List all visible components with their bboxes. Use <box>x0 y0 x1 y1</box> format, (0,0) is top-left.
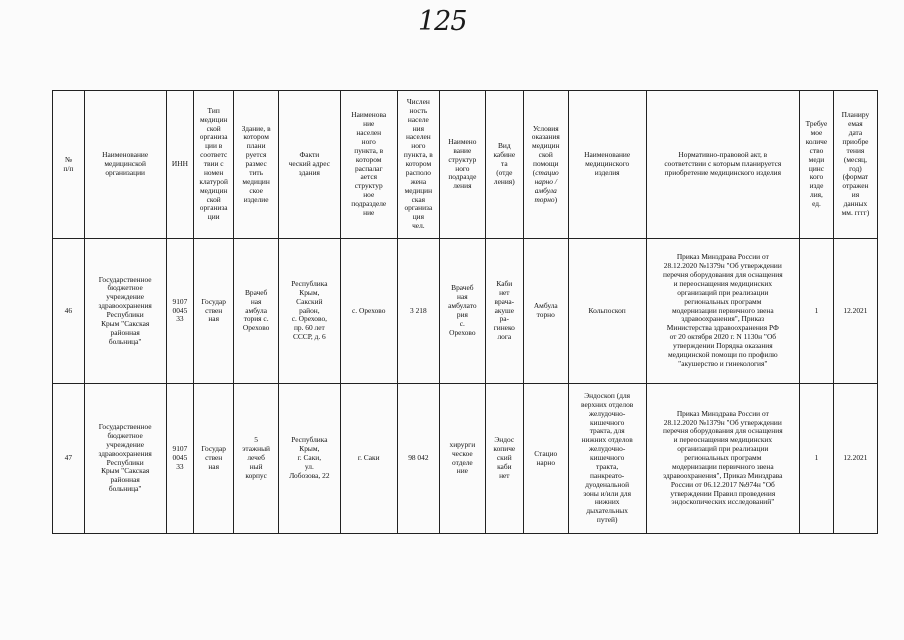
cell-conditions: Амбула торно <box>523 239 568 384</box>
header-organization: Наименование медицинской организации <box>84 91 166 239</box>
cell-organization: Государственное бюджетное учреждение здравоохранения Республики Крым "Сакская районная больница" <box>84 239 166 384</box>
header-inn: ИНН <box>166 91 194 239</box>
cell-unit: хирурги ческое отделе ние <box>439 384 485 534</box>
cell-population: 98 042 <box>397 384 439 534</box>
cell-settlement: г. Саки <box>340 384 397 534</box>
header-conditions <box>523 91 568 239</box>
cell-quantity: 1 <box>800 239 834 384</box>
cell-address: Республика Крым, Сакский район, с. Орехово, пр. 60 лет СССР, д. 6 <box>279 239 340 384</box>
cell-cabinet: Эндос копиче ский каби нет <box>485 384 523 534</box>
header-conditions-lead: Условия оказания медицин ской помощи ( <box>531 123 560 177</box>
cell-organization: Государственное бюджетное учреждение здравоохранения Республики Крым "Сакская районная больница" <box>84 384 166 534</box>
header-conditions-options: стацио нарно / амбула торно <box>534 167 559 204</box>
table-row <box>53 384 878 534</box>
cell-act: Приказ Минздрава России от 28.12.2020 №1379н "Об утверждении перечня оборудования для оснащения и переоснащения медицинских организаций при реализации региональных программ модернизации первичного звена здравоохранения", Приказ Минздрава России от 06.12.2017 №974н "Об утверждении Правил проведения эндоскопических исследований" <box>646 384 800 534</box>
cell-device: Эндоскоп (для верхних отделов желудочно- кишечного тракта, для нижних отделов желудочно- кишечного тракта, панкреато- дуоденальной зоны и/или для нижних дыхательных путей) <box>568 384 646 534</box>
header-address: Факти ческий адрес здания <box>279 91 340 239</box>
cell-cabinet: Каби нет врача- акуше ра- гинеко лога <box>485 239 523 384</box>
header-conditions-close: ) <box>554 194 558 204</box>
cell-inn: 9107 0045 33 <box>166 384 194 534</box>
cell-quantity: 1 <box>800 384 834 534</box>
cell-number: 46 <box>53 239 85 384</box>
cell-org-type: Государ ствен ная <box>194 384 234 534</box>
cell-conditions: Стацио нарно <box>523 384 568 534</box>
header-date: Планиру емая дата приобре тения (месяц, год) (формат отражен ия данных мм. гггг) <box>833 91 877 239</box>
cell-address: Республика Крым, г. Саки, ул. Лобозова, 22 <box>279 384 340 534</box>
cell-date: 12.2021 <box>833 384 877 534</box>
equipment-table <box>52 90 878 534</box>
header-settlement: Наименова ние населен ного пункта, в котором распалаг ается структур ное подразделе ние <box>340 91 397 239</box>
cell-settlement: с. Орехово <box>340 239 397 384</box>
header-number: № п/п <box>53 91 85 239</box>
table-header-row <box>53 91 878 239</box>
cell-building: Врачеб ная амбула тория с. Орехово <box>234 239 279 384</box>
cell-date: 12.2021 <box>833 239 877 384</box>
header-act: Нормативно-правовой акт, в соответствии с которым планируется приобретение медицинского изделия <box>646 91 800 239</box>
cell-act: Приказ Минздрава России от 28.12.2020 №1379н "Об утверждении перечня оборудования для оснащения и переоснащения медицинских организаций при реализации региональных программ модернизации первичного звена здравоохранения", Приказ Министерства здравоохранения РФ от 20 октября 2020 г. N 1130н "Об утверждении Порядка оказания медицинской помощи по профилю "акушерство и гинекология" <box>646 239 800 384</box>
table-row <box>53 239 878 384</box>
cell-unit: Врачеб ная амбулато рия с. Орехово <box>439 239 485 384</box>
page-number: 125 <box>418 6 467 37</box>
header-population: Числен ность населе ния населен ного пункта, в котором располо жена медицин ская организа ция чел. <box>397 91 439 239</box>
cell-inn: 9107 0045 33 <box>166 239 194 384</box>
cell-org-type: Государ ствен ная <box>194 239 234 384</box>
header-quantity: Требуе мое количе ство меди цинс кого изде лия, ед. <box>800 91 834 239</box>
header-unit: Наимено вание структур ного подразде ления <box>439 91 485 239</box>
header-cabinet: Вид кабине та (отде ления) <box>485 91 523 239</box>
header-org-type: Тип медицин ской организа ции в соответс твии с номен клатурой медицин ской организа ции <box>194 91 234 239</box>
cell-population: 3 218 <box>397 239 439 384</box>
header-building: Здание, в котором плани руется размес тить медицин ское изделие <box>234 91 279 239</box>
cell-building: 5 этажный лечеб ный корпус <box>234 384 279 534</box>
header-device: Наименование медицинского изделия <box>568 91 646 239</box>
cell-number: 47 <box>53 384 85 534</box>
cell-device: Кольпоскоп <box>568 239 646 384</box>
